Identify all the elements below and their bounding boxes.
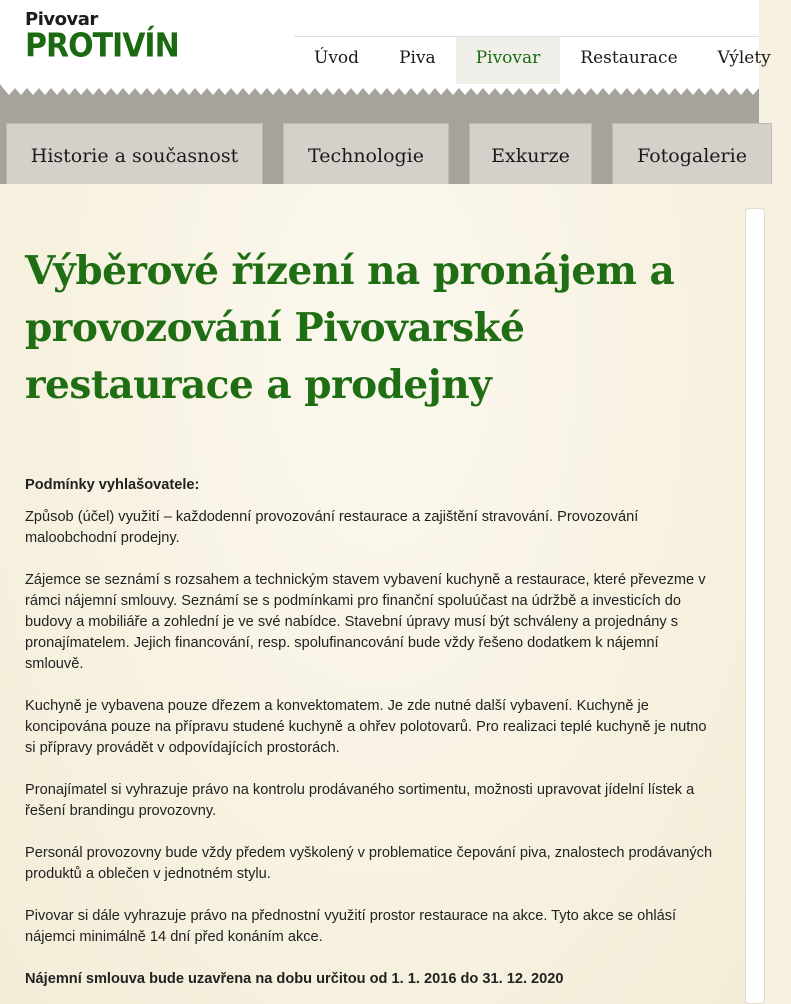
sub-nav-exkurze[interactable]: Exkurze bbox=[469, 123, 592, 184]
contract-note: Nájemní smlouva bude uzavřena na dobu určitou od 1. 1. 2016 do 31. 12. 2020 bbox=[25, 971, 564, 987]
main-nav-piva[interactable]: Piva bbox=[399, 48, 436, 68]
sub-nav-technologie[interactable]: Technologie bbox=[283, 123, 449, 184]
zigzag-divider bbox=[0, 84, 759, 104]
logo-line-1: Pivovar bbox=[25, 9, 98, 30]
sub-nav bbox=[0, 123, 759, 184]
logo-line-2: PROTIVÍN bbox=[25, 26, 179, 66]
paragraph-6: Pivovar si dále vyhrazuje právo na přednostní využití prostor restaurace na akce. Tyto akce se ohlásí nájemci minimálně 14 dní před konáním akce. bbox=[25, 908, 677, 945]
paragraph-1: Způsob (účel) využití – každodenní provozování restaurace a zajištění stravování. Provozování maloobchodní prodejny. bbox=[25, 509, 639, 546]
page-title: Výběrové řízení na pronájem a provozování Pivovarské restaurace a prodejny bbox=[25, 248, 675, 408]
sub-nav-historie[interactable]: Historie a současnost bbox=[6, 123, 263, 184]
paragraph-2: Zájemce se seznámí s rozsahem a technickým stavem vybavení kuchyně a restaurace, které převezme v rámci nájemní smlouvy. Seznámí se s podmínkami pro finanční spoluúčast na údržbě a investicích do budovy a mobiliáře a zohlední je ve své nabídce. Stavební úpravy musí být schváleny a projednány s pronajímatelem. Jejich financování, resp. spolufinancování bude vždy řešeno dodatkem k nájemní smlouvě. bbox=[25, 572, 706, 672]
paragraph-4: Pronajímatel si vyhrazuje právo na kontrolu prodávaného sortimentu, možnosti upravovat jídelní lístek a řešení brandingu provozovny. bbox=[25, 782, 695, 819]
logo[interactable] bbox=[25, 9, 179, 66]
conditions-heading: Podmínky vyhlašovatele: bbox=[25, 477, 200, 493]
paragraph-3: Kuchyně je vybavena pouze dřezem a konvektomatem. Je zde nutné další vybavení. Kuchyně je koncipována pouze na přípravu studené kuchyně a ohřev polotovarů. Pro realizaci teplé kuchyně je nutno si přípravy provádět v odpovídajících prostorách. bbox=[25, 698, 707, 756]
paragraph-5: Personál provozovny bude vždy předem vyškolený v problematice čepování piva, znalostech prodávaných produktů a oblečen v jednotném stylu. bbox=[25, 845, 713, 882]
sub-nav-fotogalerie[interactable]: Fotogalerie bbox=[612, 123, 772, 184]
main-nav-restaurace[interactable]: Restaurace bbox=[580, 48, 678, 68]
main-nav bbox=[294, 36, 771, 84]
sidebar-panel bbox=[745, 208, 765, 1004]
main-nav-pivovar[interactable]: Pivovar bbox=[456, 37, 561, 84]
main-nav-vylety[interactable]: Výlety bbox=[717, 48, 771, 68]
main-nav-uvod[interactable]: Úvod bbox=[314, 48, 360, 68]
header bbox=[0, 0, 771, 84]
